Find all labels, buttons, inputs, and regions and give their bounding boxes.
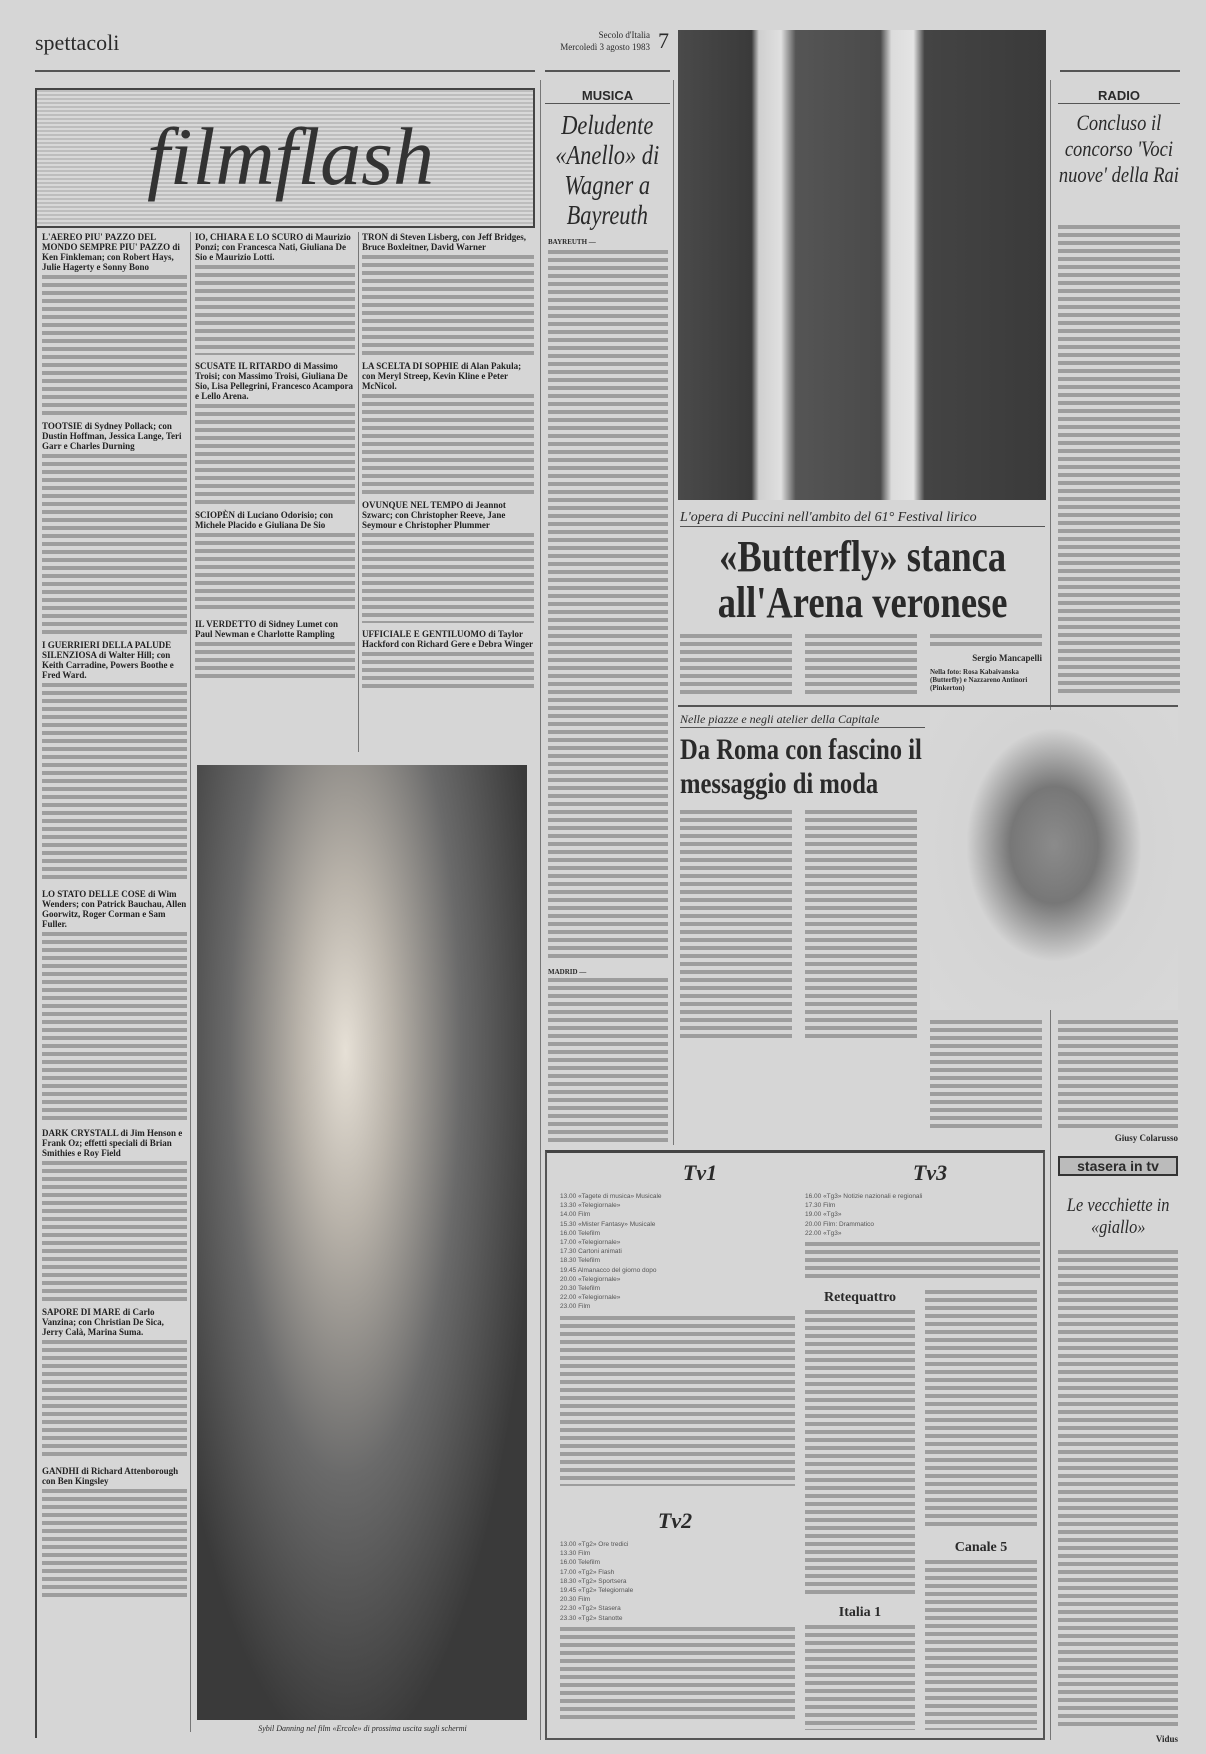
- schedule-line: 17.00 «Tg2» Flash: [560, 1568, 615, 1576]
- body-text: [42, 932, 187, 1122]
- tv1-title: Tv1: [682, 1160, 718, 1185]
- schedule-line: 16.00 Telefilm: [560, 1559, 600, 1567]
- issue-date: Mercoledì 3 agosto 1983: [560, 42, 650, 52]
- paper-name: Secolo d'Italia: [598, 30, 650, 40]
- butterfly-photo: [678, 30, 1046, 500]
- schedule-line: 23.00 Film: [560, 1303, 591, 1311]
- music-headline: Deludente «Anello» di Wagner a Bayreuth: [555, 110, 660, 230]
- review-heading: LA SCELTA DI SOPHIE di Alan Pakula; con Meryl Streep, Kevin Kline e Peter McNicol.: [362, 361, 522, 391]
- fashion-headline: Da Roma con fascino il messaggio di moda: [680, 733, 922, 800]
- body-text: [42, 1340, 187, 1460]
- body-text: [925, 1290, 1037, 1530]
- schedule-line: 19.45 «Tg2» Telegiornale: [560, 1587, 634, 1595]
- fashion-kicker: Nelle piazze e negli atelier della Capitale: [680, 712, 925, 728]
- body-text: [560, 1316, 795, 1486]
- body-text: [805, 1242, 1040, 1282]
- reviews-col3: [362, 232, 534, 698]
- review-heading: OVUNQUE NEL TEMPO di Jeannot Szwarc; con Christopher Reeve, Jane Seymour e Christopher Plummer: [362, 500, 506, 530]
- schedule-line: 16.00 «Tg3» Notizie nazionali e regionali: [805, 1193, 923, 1200]
- body-text: [680, 810, 792, 1040]
- radio-kicker: RADIO: [1058, 88, 1180, 104]
- body-text: [42, 454, 187, 634]
- schedule-line: 20.00 «Telegiornale»: [560, 1275, 621, 1283]
- body-text: [362, 394, 534, 494]
- body-text: [195, 533, 355, 613]
- madrid-dateline: MADRID —: [548, 968, 587, 976]
- schedule-line: 22.00 «Telegiornale»: [560, 1294, 621, 1302]
- italia1-title: Italia 1: [838, 1605, 882, 1620]
- header-rule: [545, 70, 670, 72]
- schedule-line: 13.00 «Tagete di musica» Musicale: [560, 1193, 662, 1200]
- section-rule: [678, 705, 1178, 707]
- column-divider: [673, 80, 674, 1145]
- review-heading: LO STATO DELLE COSE di Wim Wenders; con Patrick Bauchau, Allen Goorwitz, Roger Corman e Sam Fuller.: [42, 889, 187, 929]
- body-text: [930, 634, 1042, 650]
- column-divider: [190, 232, 191, 1732]
- schedule-line: 14.00 Film: [560, 1211, 591, 1219]
- column-divider: [540, 80, 541, 1740]
- section-title: spettacoli: [35, 30, 120, 55]
- body-text: [362, 255, 534, 355]
- filmflash-banner: [35, 88, 535, 228]
- body-text: [42, 1489, 187, 1599]
- review-heading: IO, CHIARA E LO SCURO di Maurizio Ponzi; con Francesca Nati, Giuliana De Sio e Maurizio Lotti.: [195, 232, 351, 262]
- schedule-line: 18.30 Telefilm: [560, 1257, 600, 1265]
- schedule-line: 19.00 «Tg3»: [805, 1211, 842, 1219]
- schedule-line: 13.30 Film: [560, 1550, 591, 1558]
- body-text: [195, 404, 355, 504]
- butterfly-headline: «Butterfly» stanca all'Arena veronese: [717, 532, 1008, 627]
- schedule-line: 13.30 «Telegiornale»: [560, 1202, 621, 1210]
- body-text: [548, 250, 668, 960]
- fashion-illustration: [930, 710, 1178, 1010]
- body-text: [362, 533, 534, 623]
- schedule-line: 23.30 «Tg2» Stanotte: [560, 1614, 623, 1622]
- reviews-col1: [42, 232, 187, 1605]
- tv1-schedule: [560, 1192, 795, 1486]
- body-text: [930, 1020, 1042, 1130]
- body-text: [42, 1161, 187, 1301]
- canale5-title: Canale 5: [954, 1540, 1008, 1555]
- schedule-line: 20.30 Film: [560, 1596, 591, 1604]
- page-number: 7: [658, 28, 669, 53]
- review-heading: TRON di Steven Lisberg, con Jeff Bridges, Bruce Boxleitner, David Warner: [362, 232, 526, 252]
- butterfly-kicker: L'opera di Puccini nell'ambito del 61° Festival lirico: [680, 510, 1045, 527]
- body-text: [42, 275, 187, 415]
- column-divider: [358, 232, 359, 752]
- review-heading: L'AEREO PIU' PAZZO DEL MONDO SEMPRE PIU' PAZZO di Ken Finkleman; con Robert Hays, Julie Hagerty e Sonny Bono: [42, 232, 180, 272]
- schedule-line: 15.30 «Mister Fantasy» Musicale: [560, 1220, 656, 1228]
- body-text: [362, 652, 534, 692]
- schedule-line: 16.00 Telefilm: [560, 1229, 600, 1237]
- schedule-line: 17.00 «Telegiornale»: [560, 1239, 621, 1247]
- review-heading: UFFICIALE E GENTILUOMO di Taylor Hackford con Richard Gere e Debra Winger: [362, 629, 533, 649]
- header-rule: [35, 70, 535, 72]
- schedule-line: 17.30 Film: [805, 1202, 836, 1210]
- reviews-col2: [195, 232, 355, 688]
- schedule-line: 22.00 «Tg3»: [805, 1229, 842, 1237]
- butterfly-caption: Nella foto: Rosa Kabaivanska (Butterfly) e Nazzareno Antinori (Pinkerton): [930, 668, 1028, 692]
- retequattro-title: Retequattro: [823, 1290, 897, 1305]
- body-text: [805, 1310, 915, 1595]
- tv3-title: Tv3: [912, 1160, 948, 1185]
- schedule-line: 13.00 «Tg2» Ore tredici: [560, 1541, 629, 1548]
- tv2-title: Tv2: [657, 1508, 693, 1533]
- schedule-line: 22.30 «Tg2» Stasera: [560, 1605, 621, 1613]
- body-text: [1058, 1250, 1178, 1730]
- review-heading: IL VERDETTO di Sidney Lumet con Paul Newman e Charlotte Rampling: [195, 619, 338, 639]
- body-text: [195, 642, 355, 682]
- body-text: [680, 634, 792, 698]
- review-heading: SCUSATE IL RITARDO di Massimo Troisi; con Massimo Troisi, Giuliana De Sio, Lisa Pellegrini, Francesco Acampora e Lello Arena.: [195, 361, 353, 401]
- body-text: [1058, 225, 1180, 695]
- schedule-line: 17.30 Cartoni animati: [560, 1248, 622, 1256]
- review-heading: SCIOPÈN di Luciano Odorisio; con Michele Placido e Giuliana De Sio: [195, 510, 334, 530]
- radio-headline: Concluso il concorso 'Voci nuove' della Rai: [1058, 110, 1179, 187]
- tv3-schedule: [805, 1192, 1040, 1282]
- body-text: [548, 978, 668, 1143]
- schedule-line: 20.00 Film: Drammatico: [805, 1220, 874, 1228]
- body-text: [42, 683, 187, 883]
- review-heading: SAPORE DI MARE di Carlo Vanzina; con Christian De Sica, Jerry Calà, Marina Suma.: [42, 1307, 164, 1337]
- schedule-line: 20.30 Telefilm: [560, 1285, 600, 1293]
- body-text: [195, 265, 355, 355]
- body-text: [560, 1627, 795, 1722]
- body-text: [1058, 1020, 1178, 1130]
- body-text: [805, 1625, 915, 1730]
- stasera-byline: Vidus: [1155, 1734, 1178, 1744]
- review-heading: TOOTSIE di Sydney Pollack; con Dustin Hoffman, Jessica Lange, Teri Garr e Charles Durning: [42, 421, 182, 451]
- tv2-schedule: [560, 1540, 795, 1722]
- body-text: [805, 810, 917, 1040]
- schedule-line: 18.30 «Tg2» Sportsera: [560, 1577, 627, 1585]
- filmflash-title: filmflash: [147, 111, 435, 202]
- fashion-byline: Giusy Colarusso: [1114, 1133, 1178, 1143]
- music-kicker: MUSICA: [545, 88, 670, 104]
- stasera-headline: Le vecchiette in «giallo»: [1066, 1195, 1170, 1238]
- review-heading: DARK CRYSTALL di Jim Henson e Frank Oz; effetti speciali di Brian Smithies e Roy Field: [42, 1128, 183, 1158]
- schedule-line: 19.45 Almanacco del giorno dopo: [560, 1266, 657, 1274]
- butterfly-byline: Sergio Mancapelli: [972, 653, 1042, 663]
- music-dateline: BAYREUTH —: [548, 238, 596, 246]
- review-heading: I GUERRIERI DELLA PALUDE SILENZIOSA di Walter Hill; con Keith Carradine, Powers Boothe e Fred Ward.: [42, 640, 174, 680]
- body-text: [805, 634, 917, 698]
- photo-caption: Sybil Danning nel film «Ercole» di prossima uscita sugli schermi: [258, 1724, 467, 1733]
- stasera-kicker: stasera in tv: [1058, 1156, 1178, 1176]
- actress-photo: [197, 765, 527, 1720]
- header-rule: [1060, 70, 1180, 72]
- body-text: [925, 1560, 1037, 1730]
- column-divider: [35, 88, 37, 1738]
- review-heading: GANDHI di Richard Attenborough con Ben Kingsley: [42, 1466, 179, 1486]
